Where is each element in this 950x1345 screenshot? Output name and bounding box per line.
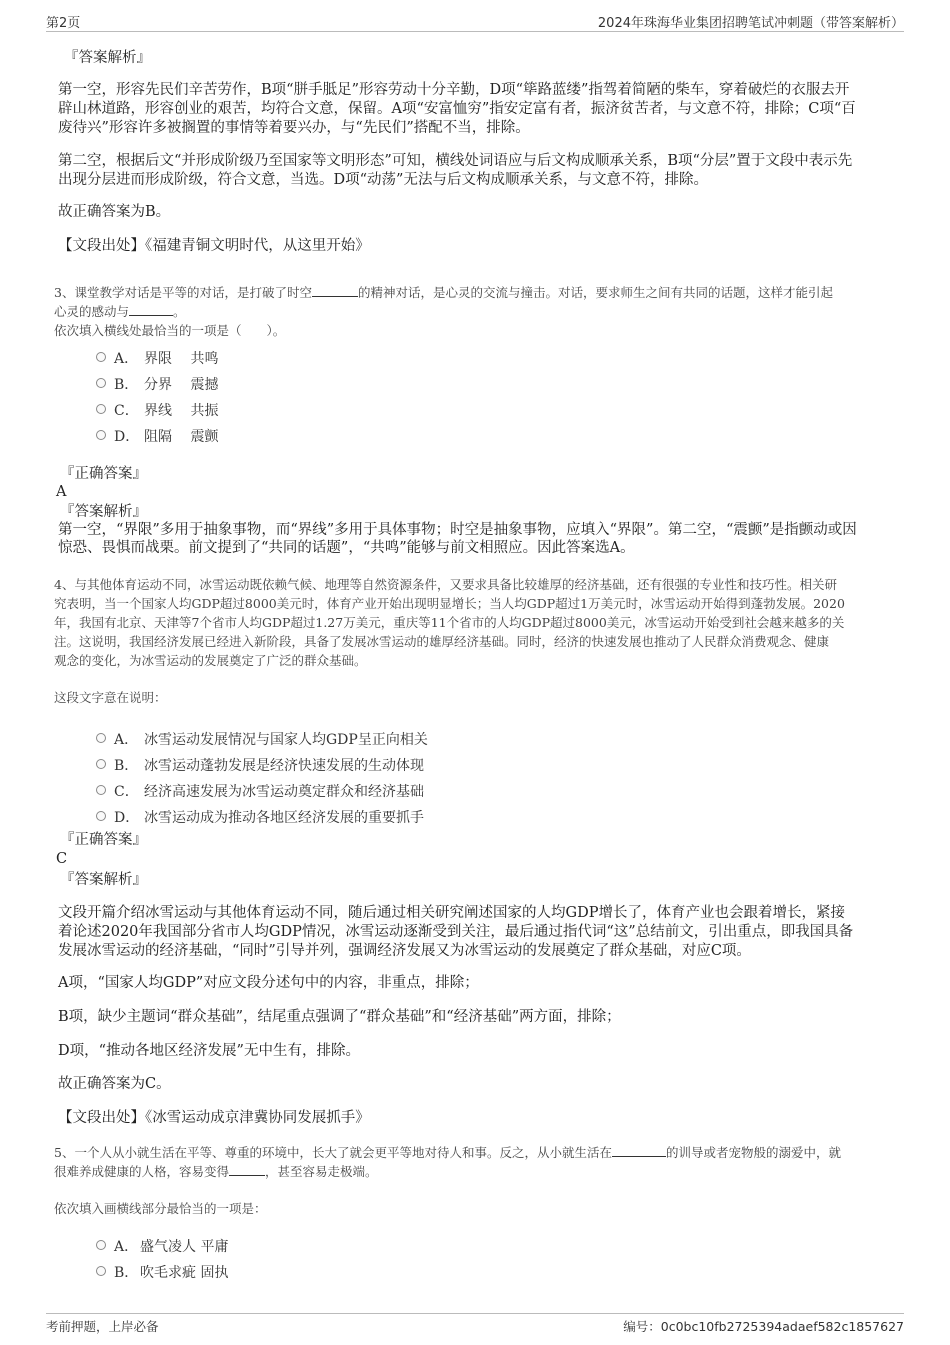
radio-icon[interactable] <box>96 404 106 414</box>
analysis-line: 第二空，根据后文“并形成阶级乃至国家等文明形态”可知，横线处词语应与后文构成顺承关系，B项“分层”置于文段中表示先 <box>58 153 853 169</box>
option-note: D项，“推动各地区经济发展”无中生有，排除。 <box>58 1043 360 1059</box>
conclusion: 故正确答案为B。 <box>58 204 171 220</box>
analysis-line: 第一空，形容先民们辛苦劳作，B项“胼手胝足”形容劳动十分辛勤，D项“筚路蓝缕”指驾着简陋的柴车，穿着破烂的衣服去开 <box>58 82 850 98</box>
source-citation: 【文段出处】《冰雪运动成京津冀协同发展抓手》 <box>58 1110 370 1126</box>
option-text: 冰雪运动发展情况与国家人均GDP呈正向相关 <box>144 732 428 748</box>
question-stem: 很难养成健康的人格，容易变得 ，甚至容易走极端。 <box>54 1164 378 1179</box>
option-text: 阻隔 震颤 <box>144 429 219 445</box>
question-stem: 注。这说明，我国经济发展已经进入新阶段，具备了发展冰雪运动的雄厚经济基础。同时，经济的快速发展也推动了人民群众消费观念、健康 <box>54 634 830 649</box>
analysis-label: 『答案解析』 <box>60 872 147 888</box>
option-label: B． <box>114 758 139 774</box>
radio-icon[interactable] <box>96 733 106 743</box>
analysis-line: 着论述2020年我国部分省市人均GDP情况，冰雪运动逐渐受到关注，最后通过指代词“这”总结前文，引出重点，即我国具备 <box>58 924 854 940</box>
correct-answer-label: 『正确答案』 <box>60 832 147 848</box>
footer-slogan: 考前押题，上岸必备 <box>46 1319 159 1334</box>
radio-icon[interactable] <box>96 785 106 795</box>
analysis-label: 『答案解析』 <box>60 504 147 520</box>
option-label: B． <box>114 1265 139 1281</box>
radio-icon[interactable] <box>96 378 106 388</box>
analysis-label: 『答案解析』 <box>64 50 151 66</box>
correct-answer: C <box>56 851 68 867</box>
radio-icon[interactable] <box>96 430 106 440</box>
option-label: D． <box>114 810 140 826</box>
question-stem: 3、课堂教学对话是平等的对话，是打破了时空 的精神对话，是心灵的交流与撞击。对话，要求师生之间有共同的话题，这样才能引起 <box>54 285 833 300</box>
radio-icon[interactable] <box>96 759 106 769</box>
document-code: 编号：0c0bc10fb2725394adaef582c1857627 <box>623 1319 904 1334</box>
question-prompt: 依次填入画横线部分最恰当的一项是： <box>54 1201 267 1216</box>
question-prompt: 依次填入横线处最恰当的一项是（ ）。 <box>54 323 286 338</box>
question-stem: 观念的变化，为冰雪运动的发展奠定了广泛的群众基础。 <box>54 653 367 668</box>
option-label: A． <box>114 1239 139 1255</box>
page-header <box>46 10 904 32</box>
correct-answer-label: 『正确答案』 <box>60 466 147 482</box>
option-text: 盛气凌人 平庸 <box>140 1239 229 1255</box>
source-citation: 【文段出处】《福建青铜文明时代，从这里开始》 <box>58 238 370 254</box>
fill-blank <box>229 1162 265 1176</box>
option-text: 分界 震撼 <box>144 377 219 393</box>
option-text: 经济高速发展为冰雪运动奠定群众和经济基础 <box>144 784 424 800</box>
option-text: 界限 共鸣 <box>144 351 219 367</box>
option-label: A． <box>114 351 139 367</box>
document-title: 2024年珠海华业集团招聘笔试冲刺题（带答案解析） <box>597 16 904 31</box>
option-label: B． <box>114 377 139 393</box>
option-label: D． <box>114 429 140 445</box>
question-prompt: 这段文字意在说明： <box>54 690 167 705</box>
question-stem: 5、一个人从小就生活在平等、尊重的环境中，长大了就会更平等地对待人和事。反之，从小就生活在 的训导或者宠物般的溺爱中，就 <box>54 1145 841 1160</box>
correct-answer: A <box>56 484 67 500</box>
question-stem: 究表明，当一个国家人均GDP超过8000美元时，体育产业开始出现明显增长；当人均GDP超过1万美元时，冰雪运动开始得到蓬勃发展。2020 <box>54 596 845 611</box>
option-note: A项，“国家人均GDP”对应文段分述句中的内容，非重点，排除； <box>58 975 479 991</box>
page-footer <box>46 1313 904 1335</box>
analysis-line: 文段开篇介绍冰雪运动与其他体育运动不同，随后通过相关研究阐述国家的人均GDP增长了，体育产业也会跟着增长，紧接 <box>58 905 845 921</box>
option-label: C． <box>114 403 139 419</box>
analysis-line: 出现分层进而形成阶级，符合文意，当选。D项“动荡”无法与后文构成顺承关系，与文意不符，排除。 <box>58 172 708 188</box>
option-label: A． <box>114 732 139 748</box>
radio-icon[interactable] <box>96 1240 106 1250</box>
fill-blank <box>312 283 358 297</box>
option-text: 吹毛求疵 固执 <box>140 1265 229 1281</box>
radio-icon[interactable] <box>96 811 106 821</box>
option-text: 冰雪运动蓬勃发展是经济快速发展的生动体现 <box>144 758 424 774</box>
option-note: B项，缺少主题词“群众基础”，结尾重点强调了“群众基础”和“经济基础”两方面，排除； <box>58 1009 621 1025</box>
option-text: 冰雪运动成为推动各地区经济发展的重要抓手 <box>144 810 424 826</box>
fill-blank <box>612 1143 666 1157</box>
analysis-line: 惊恐、畏惧而战栗。前文提到了“共同的话题”，“共鸣”能够与前文相照应。因此答案选A。 <box>58 540 635 556</box>
analysis-line: 辟山林道路，形容创业的艰苦，均符合文意，保留。A项“安富恤穷”指安定富有者，振济贫苦者，与文意不符，排除；C项“百 <box>58 101 856 117</box>
analysis-line: 第一空，“界限”多用于抽象事物，而“界线”多用于具体事物；时空是抽象事物，应填入“界限”。第二空，“震颤”是指颤动或因 <box>58 522 857 538</box>
question-stem: 4、与其他体育运动不同，冰雪运动既依赖气候、地理等自然资源条件，又要求具备比较雄厚的经济基础，还有很强的专业性和技巧性。相关研 <box>54 577 837 592</box>
question-stem: 年，我国有北京、天津等7个省市人均GDP超过1.27万美元，重庆等11个省市的人均GDP超过8000美元，冰雪运动开始受到社会越来越多的关 <box>54 615 845 630</box>
analysis-line: 发展冰雪运动的经济基础，“同时”引导并列，强调经济发展又为冰雪运动的发展奠定了群众基础，对应C项。 <box>58 943 751 959</box>
radio-icon[interactable] <box>96 352 106 362</box>
analysis-line: 废待兴”形容许多被搁置的事情等着要兴办，与“先民们”搭配不当，排除。 <box>58 120 530 136</box>
question-stem: 心灵的感动与 。 <box>54 304 186 319</box>
option-text: 界线 共振 <box>144 403 219 419</box>
conclusion: 故正确答案为C。 <box>58 1076 171 1092</box>
page-number: 第2页 <box>46 16 81 31</box>
fill-blank <box>129 302 173 316</box>
radio-icon[interactable] <box>96 1266 106 1276</box>
option-label: C． <box>114 784 139 800</box>
